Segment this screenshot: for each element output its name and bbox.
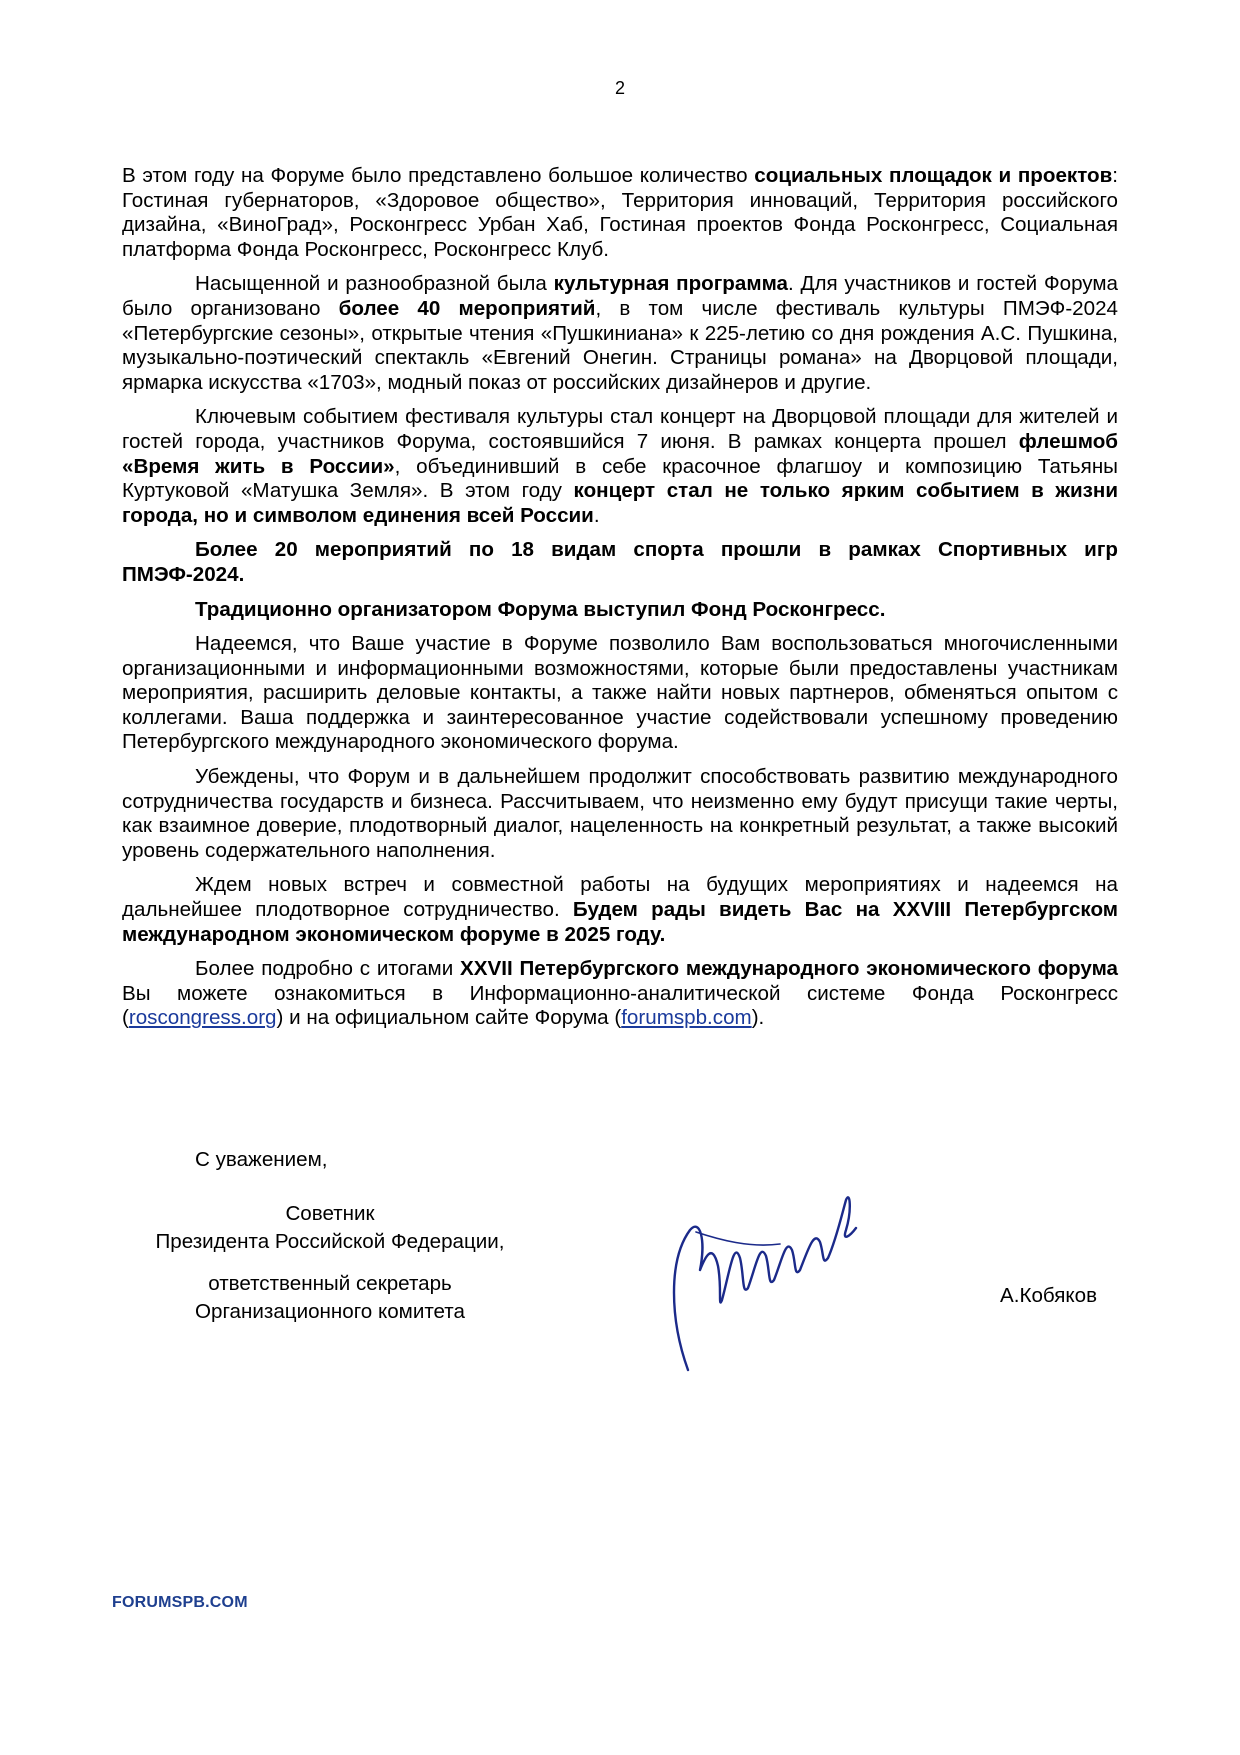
paragraph (122, 405, 1118, 528)
paragraph (122, 538, 1118, 587)
paragraph (122, 164, 1118, 262)
signatory-name: А.Кобяков (1000, 1284, 1098, 1307)
text-run: В этом году на Форуме было представлено большое количество (122, 164, 755, 187)
text-run: , объединивший в себе красочное флагшоу и композицию Татьяны Куртуковой «Матушка Земля». В этом году (122, 454, 1118, 503)
bold-text: концерт стал не только ярким событием в жизни города, но и символом единения всей России (122, 479, 1118, 527)
text-run: : Гостиная губернаторов, «Здоровое общество», Территория инноваций, Территория российского дизайна, «ВиноГрад», Росконгресс Урбан Хаб, Гостиная проектов Фонда Росконгресс, Социальная платформа Фонда Росконгресс, Росконгресс Клуб. (122, 164, 1118, 261)
link[interactable]: forumspb.com (621, 1006, 752, 1030)
text-run: Надеемся, что Ваше участие в Форуме позволило Вам воспользоваться многочисленными организационными и информационными возможностями, которые были предоставлены участникам мероприятия, расширить деловые контакты, а также найти новых партнеров, обменяться опытом с коллегами. Ваша поддержка и заинтересованное участие содействовали успешному проведению Петербургского международного экономического форума. (122, 632, 1118, 754)
paragraph (122, 598, 1118, 623)
signatory-title-line: ответственный секретарь (208, 1272, 452, 1295)
text-run: Убеждены, что Форум и в дальнейшем продолжит способствовать развитию международного сотрудничества государств и бизнеса. Рассчитываем, что неизменно ему будут присущи такие черты, как взаимное доверие, плодотворный диалог, нацеленность на конкретный результат, а также высокий уровень содержательного наполнения. (122, 765, 1118, 862)
footer-brand: FORUMSPB.COM (112, 1594, 248, 1611)
text-run: . (593, 503, 600, 527)
paragraph (122, 957, 1118, 1031)
signatory-title-line: Организационного комитета (195, 1300, 465, 1323)
bold-text: социальных площадок и проектов (754, 164, 1113, 187)
text-run: Ключевым событием фестиваля культуры стал концерт на Дворцовой площади для жителей и гостей города, участников Форума, состоявшийся 7 июня. В рамках концерта прошел (122, 405, 1118, 453)
link[interactable]: roscongress.org (128, 1006, 277, 1030)
signatory-title-line: Президента Российской Федерации, (155, 1230, 505, 1253)
text-run: Более подробно с итогами (195, 957, 461, 981)
bold-text: XXVII Петербургского международного экономического форума (460, 957, 1119, 981)
greeting: С уважением, (195, 1148, 328, 1171)
paragraph (122, 873, 1118, 947)
bold-text: культурная программа (553, 272, 788, 296)
bold-text: более 40 мероприятий (338, 296, 596, 320)
handwritten-signature (660, 1170, 880, 1380)
signatory-title (120, 1200, 540, 1326)
text-run: Вы можете ознакомиться в Информационно-аналитической системе Фонда Росконгресс ( (122, 981, 1118, 1030)
text-run: ) и на официальном сайте Форума ( (276, 1006, 622, 1030)
bold-text: флешмоб «Время жить в России» (122, 429, 1118, 478)
bold-text: Более 20 мероприятий по 18 видам спорта прошли в рамках Спортивных игр ПМЭФ-2024. (122, 538, 1118, 586)
paragraph (122, 765, 1118, 863)
bold-text: Традиционно организатором Форума выступил Фонд Росконгресс. (195, 597, 886, 621)
letter-body (122, 164, 1118, 1041)
paragraph (122, 272, 1118, 395)
text-run: . Для участников и гостей Форума было организовано (122, 272, 1118, 320)
text-run: Ждем новых встреч и совместной работы на будущих мероприятиях и надеемся на дальнейшее плодотворное сотрудничество. (122, 873, 1118, 922)
page-number: 2 (614, 78, 625, 98)
paragraph (122, 632, 1118, 755)
signatory-title-line: Советник (285, 1202, 375, 1225)
bold-text: Будем рады видеть Вас на XXVIII Петербургском международном экономическом форуме в 2025 году. (122, 898, 1118, 946)
text-run: ). (751, 1006, 765, 1030)
text-run: Насыщенной и разнообразной была (195, 272, 554, 296)
text-run: , в том числе фестиваль культуры ПМЭФ-2024 «Петербургские сезоны», открытые чтения «Пушкиниана» к 225-летию со дня рождения А.С. Пушкина, музыкально-поэтический спектакль «Евгений Онегин. Страницы романа» на Дворцовой площади, ярмарка искусства «1703», модный показ от российских дизайнеров и другие. (122, 296, 1118, 394)
